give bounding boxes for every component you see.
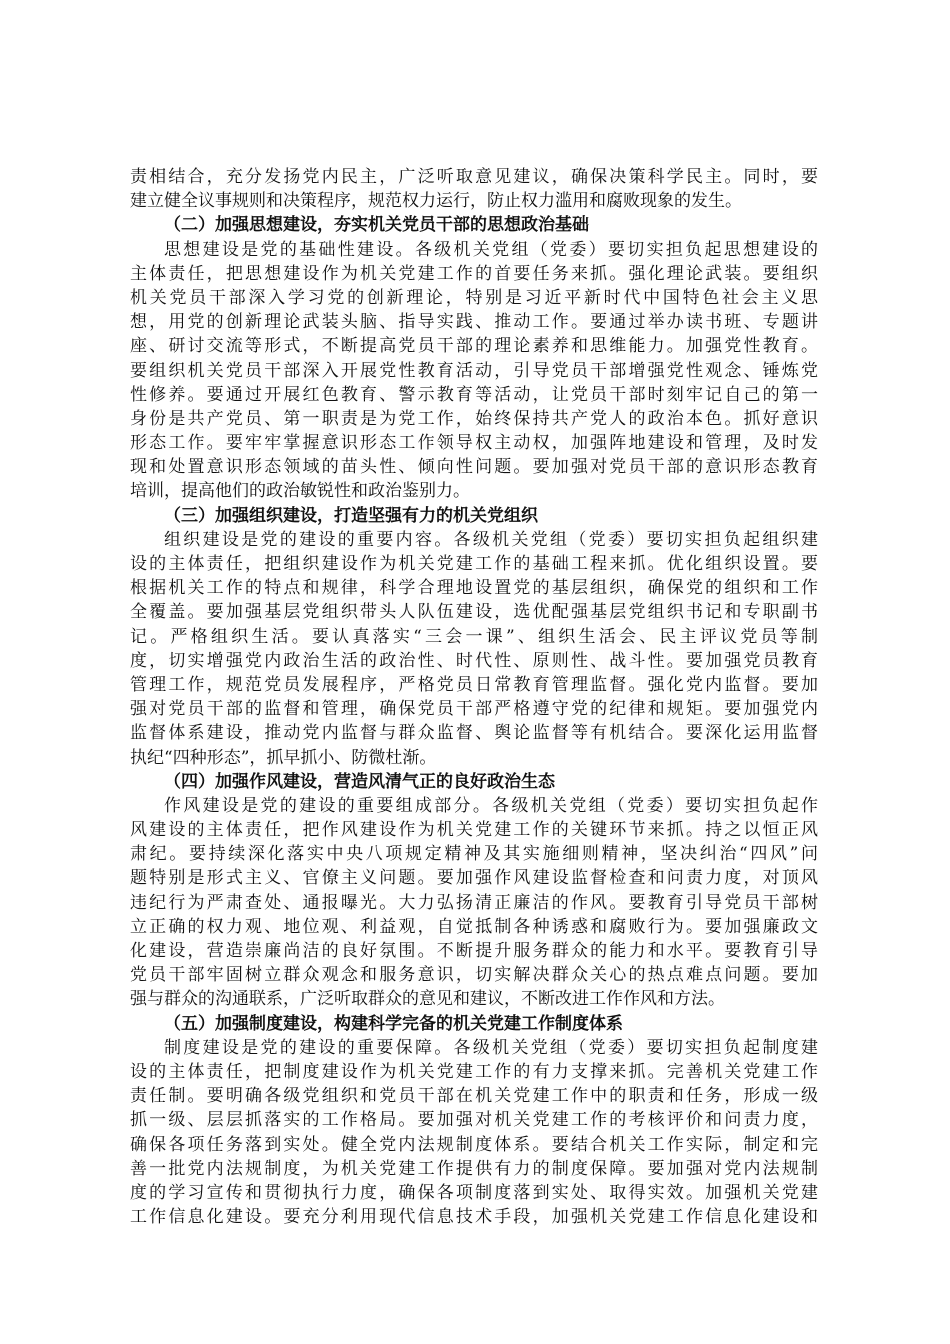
text-line: 化建设，营造崇廉尚洁的良好氛围。不断提升服务群众的能力和水平。要教育引导: [130, 941, 818, 961]
text-line: 肃纪。要持续深化落实中央八项规定精神及其实施细则精神，坚决纠治“四风”问: [130, 844, 818, 865]
text-line: 全覆盖。要加强基层党组织带头人队伍建设，选优配强基层党组织书记和专职副书: [130, 602, 818, 623]
text-line: 度的学习宣传和贯彻执行力度，确保各项制度落到实处、取得实效。加强机关党建: [130, 1182, 818, 1203]
text-line: 责相结合，充分发扬党内民主，广泛听取意见建议，确保决策科学民主。同时，要: [130, 167, 818, 187]
text-line: 记。严格组织生活。要认真落实“三会一课”、组织生活会、民主评议党员等制: [130, 626, 818, 647]
text-line: 强与群众的沟通联系，广泛听取群众的意见和建议，不断改进工作作风和方法。: [130, 989, 725, 1010]
section-heading: （四）加强作风建设，营造风清气正的良好政治生态: [164, 771, 555, 792]
text-line: 形态工作。要牢牢掌握意识形态工作领导权主动权，加强阵地建设和管理，及时发: [130, 433, 818, 454]
text-line: 违纪行为严肃查处、通报曝光。大力弘扬清正廉洁的作风。要教育引导党员干部树: [130, 892, 818, 913]
text-line: 培训，提高他们的政治敏锐性和政治鉴别力。: [130, 481, 470, 502]
text-line: 现和处置意识形态领域的苗头性、倾向性问题。要加强对党员干部的意识形态教育: [130, 457, 818, 478]
section-heading: （二）加强思想建设，夯实机关党员干部的思想政治基础: [164, 215, 589, 236]
text-line: 性修养。要通过开展红色教育、警示教育等活动，让党员干部时刻牢记自己的第一: [130, 384, 818, 405]
text-line: 责任制。要明确各级党组织和党员干部在机关党建工作中的职责和任务，形成一级: [130, 1086, 818, 1107]
text-line: 工作信息化建设。要充分利用现代信息技术手段，加强机关党建工作信息化建设和: [130, 1207, 818, 1228]
text-line: 善一批党内法规制度，为机关党建工作提供有力的制度保障。要加强对党内法规制: [130, 1158, 818, 1179]
text-line: 思想建设是党的基础性建设。各级机关党组（党委）要切实担负起思想建设的: [164, 239, 818, 260]
text-line: 设的主体责任，把制度建设作为机关党建工作的有力支撑来抓。完善机关党建工作: [130, 1061, 818, 1082]
text-line: 设的主体责任，把组织建设作为机关党建工作的基础工程来抓。优化组织设置。要: [130, 554, 818, 574]
text-line: 确保各项任务落到实处。健全党内法规制度体系。要结合机关工作实际，制定和完: [130, 1134, 818, 1155]
text-line: 座、研讨交流等形式，不断提高党员干部的理论素养和思维能力。加强党性教育。: [130, 336, 818, 357]
text-line: 作风建设是党的建设的重要组成部分。各级机关党组（党委）要切实担负起作: [164, 795, 818, 816]
text-line: 主体责任，把思想建设作为机关党建工作的首要任务来抓。强化理论武装。要组织: [130, 263, 818, 284]
text-line: 机关党员干部深入学习党的创新理论，特别是习近平新时代中国特色社会主义思: [130, 287, 818, 308]
text-line: 身份是共产党员、第一职责是为党工作，始终保持共产党人的政治本色。抓好意识: [130, 408, 818, 429]
text-line: 题特别是形式主义、官僚主义问题。要加强作风建设监督检查和问责力度，对顶风: [130, 868, 818, 889]
text-line: 强对党员干部的监督和管理，确保党员干部严格遵守党的纪律和规矩。要加强党内: [130, 699, 818, 720]
text-line: 管理工作，规范党员发展程序，严格党员日常教育管理监督。强化党内监督。要加: [130, 674, 818, 695]
text-line: 执纪“四种形态”，抓早抓小、防微杜渐。: [130, 747, 437, 768]
section-heading: （三）加强组织建设，打造坚强有力的机关党组织: [164, 505, 538, 526]
text-line: 监督体系建设，推动党内监督与群众监督、舆论监督等有机结合。要深化运用监督: [130, 723, 818, 744]
text-line: 抓一级、层层抓落实的工作格局。要加强对机关党建工作的考核评价和问责力度，: [130, 1110, 818, 1131]
text-line: 制度建设是党的建设的重要保障。各级机关党组（党委）要切实担负起制度建: [164, 1037, 818, 1058]
text-line: 党员干部牢固树立群众观念和服务意识，切实解决群众关心的热点难点问题。要加: [130, 965, 818, 986]
text-line: 根据机关工作的特点和规律，科学合理地设置党的基层组织，确保党的组织和工作: [130, 578, 818, 599]
section-heading: （五）加强制度建设，构建科学完备的机关党建工作制度体系: [164, 1013, 623, 1034]
text-line: 立正确的权力观、地位观、利益观，自觉抵制各种诱惑和腐败行为。要加强廉政文: [130, 916, 818, 937]
document-body: [130, 165, 818, 1229]
text-line: 风建设的主体责任，把作风建设作为机关党建工作的关键环节来抓。持之以恒正风: [130, 820, 818, 841]
text-line: 要组织机关党员干部深入开展党性教育活动，引导党员干部增强党性观念、锤炼党: [130, 360, 818, 381]
text-line: 想，用党的创新理论武装头脑、指导实践、推动工作。要通过举办读书班、专题讲: [130, 312, 818, 333]
text-line: 建立健全议事规则和决策程序，规范权力运行，防止权力滥用和腐败现象的发生。: [130, 191, 742, 212]
text-line: 度，切实增强党内政治生活的政治性、时代性、原则性、战斗性。要加强党员教育: [130, 650, 818, 671]
text-line: 组织建设是党的建设的重要内容。各级机关党组（党委）要切实担负起组织建: [164, 529, 818, 550]
